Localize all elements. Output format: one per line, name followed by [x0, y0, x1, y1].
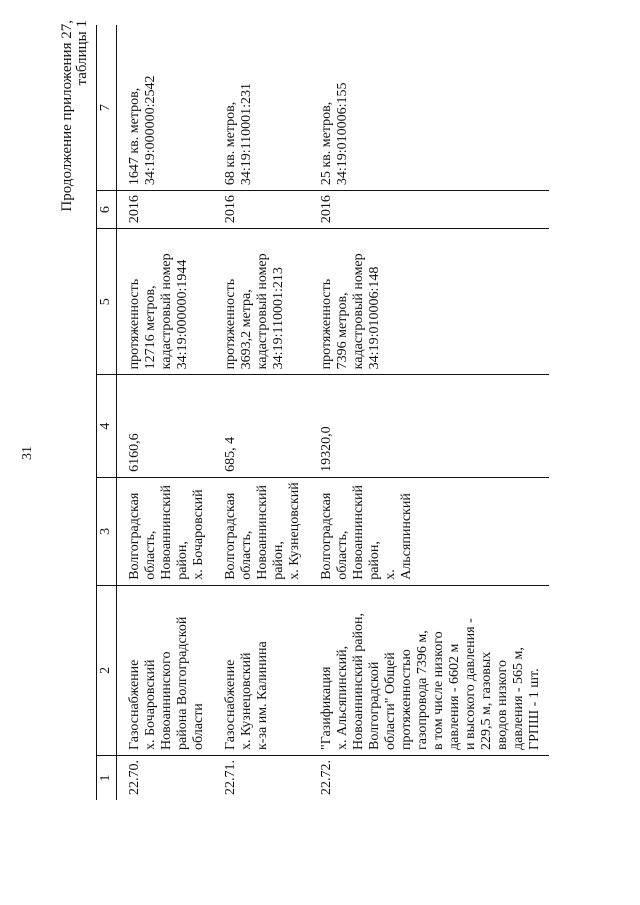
object-name: Газоснабжение х. Кузнецовский к-за им. Калинина	[213, 585, 309, 755]
row-number: 22.70.	[127, 760, 142, 795]
object-location: Волгоградская область, Новоаннинский район, х. Бочаровский	[117, 477, 214, 585]
object-characteristics: протяженность 12716 метров, кадастровый номер 34:19:000000:1944	[117, 229, 214, 375]
object-year: 2016	[213, 191, 309, 229]
object-characteristics: протяженность 3693,2 метра, кадастровый номер 34:19:110001:213	[213, 229, 309, 375]
object-characteristics: протяженность 7396 метров, кадастровый номер 34:19:010006:148	[309, 229, 549, 375]
table-row	[309, 25, 549, 800]
object-year: 2016	[117, 191, 214, 229]
row-number: 22.72.	[319, 760, 334, 795]
continuation-line-2: таблицы 1	[74, 20, 90, 86]
header-col-3: 3	[97, 477, 117, 585]
object-cost: 6160,6	[117, 375, 214, 478]
objects-table	[96, 25, 549, 800]
land-area: 1647 кв. метров, 34:19:000000:2542	[117, 25, 214, 191]
land-area: 68 кв. метров, 34:19:110001:231	[213, 25, 309, 191]
continuation-note	[60, 20, 90, 320]
continuation-line-1: Продолжение приложения 27,	[59, 20, 75, 212]
header-row	[97, 25, 117, 800]
object-year: 2016	[309, 191, 549, 229]
header-col-6: 6	[97, 191, 117, 229]
object-cost: 19320,0	[309, 375, 549, 478]
header-col-4: 4	[97, 375, 117, 478]
row-number: 22.71.	[223, 760, 238, 795]
header-col-7: 7	[97, 25, 117, 191]
table-row	[117, 25, 214, 800]
object-location: Волгоградская область, Новоаннинский район, х. Кузнецовский	[213, 477, 309, 585]
object-location: Волгоградская область, Новоаннинский район, х. Альсяпинский	[309, 477, 549, 585]
header-col-2: 2	[97, 585, 117, 755]
header-col-1: 1	[97, 756, 117, 801]
object-cost: 685, 4	[213, 375, 309, 478]
land-area: 25 кв. метров, 34:19:010006:155	[309, 25, 549, 191]
page-number: 31	[20, 446, 35, 460]
object-name: Газоснабжение х. Бочаровский Новоаннинского района Волгоградской области	[117, 585, 214, 755]
table-row	[213, 25, 309, 800]
object-name: "Газификация х. Альсяпинский, Новоаннинский район, Волгоградской области" Общей протяженностью газопровода 7396 м, в том числе низкого давления - 6602 м и высокого давления - 229,5 м, газовых вводов низкого давления - 565 м, ГРПШ - 1 шт.	[309, 585, 549, 755]
header-col-5: 5	[97, 229, 117, 375]
